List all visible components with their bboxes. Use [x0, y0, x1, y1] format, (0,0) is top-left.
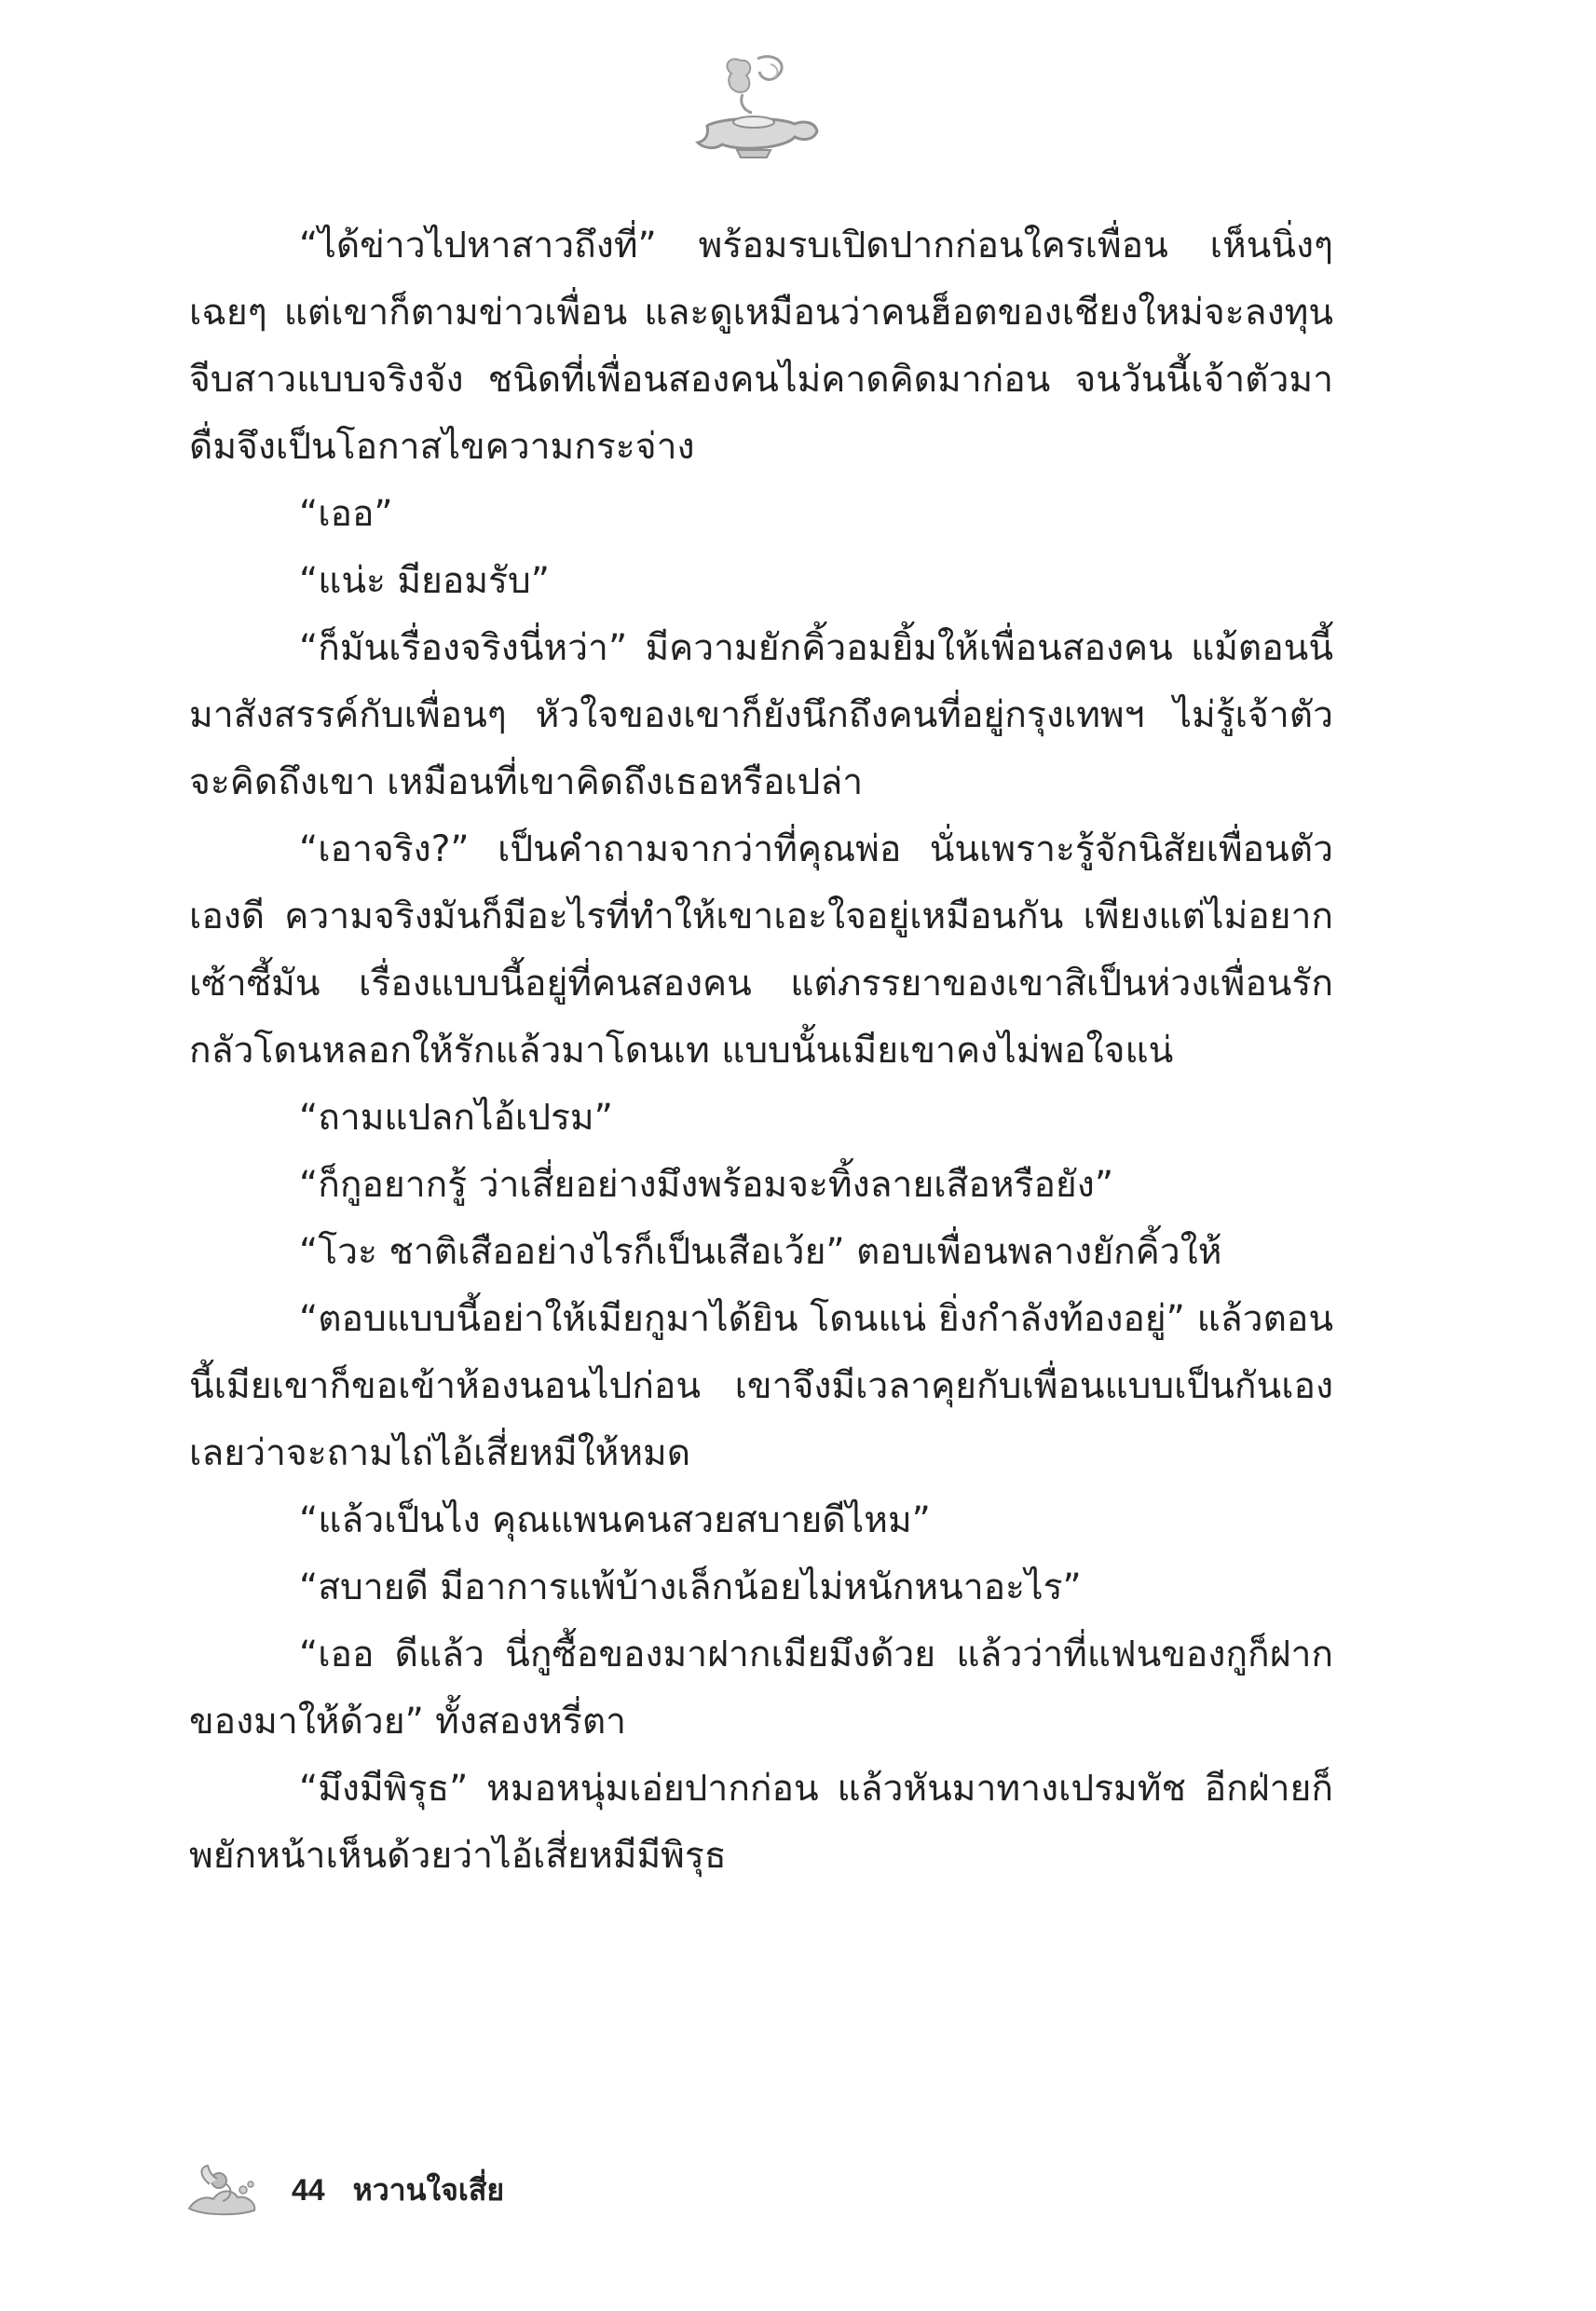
paragraph: “ก็กูอยากรู้ ว่าเสี่ยอย่างมึงพร้อมจะทิ้งลายเสือหรือยัง” — [299, 1164, 1114, 1206]
page-footer — [182, 2157, 504, 2222]
book-title: หวานใจเสี่ย — [352, 2171, 505, 2208]
cupid-ornament-icon — [182, 2162, 266, 2218]
paragraph: “แล้วเป็นไง คุณแพนคนสวยสบายดีไหม” — [299, 1499, 931, 1541]
paragraph: “ถามแปลกไอ้เปรม” — [299, 1097, 613, 1139]
paragraph: “เอาจริง?” เป็นคำถามจากว่าที่คุณพ่อ นั่นเพราะรู้จักนิสัยเพื่อนตัวเองดี ความจริงมันก็มีอะไรที่ทำให้เขาเอะใจอยู่เหมือนกัน เพียงแต่ไม่อยากเซ้าซี้มัน เรื่องแบบนี้อยู่ที่คนสองคน แต่ภรรยาของเขาสิเป็นห่วงเพื่อนรัก กลัวโดนหลอกให้รักแล้วมาโดนเท แบบนั้นเมียเขาคงไม่พอใจแน่ — [189, 828, 1333, 1072]
paragraph: “แน่ะ มียอมรับ” — [299, 560, 550, 602]
paragraph: “สบายดี มีอาการแพ้บ้างเล็กน้อยไม่หนักหนาอะไร” — [299, 1566, 1082, 1608]
page-number: 44 — [292, 2172, 325, 2207]
paragraph: “เออ” — [299, 493, 393, 535]
chapter-body — [189, 212, 1333, 1890]
paragraph: “มึงมีพิรุธ” หมอหนุ่มเอ่ยปากก่อน แล้วหันมาทางเปรมทัช อีกฝ่ายก็พยักหน้าเห็นด้วยว่าไอ้เสี่ยหมีมีพิรุธ — [189, 1768, 1333, 1877]
paragraph: “ตอบแบบนี้อย่าให้เมียกูมาได้ยิน โดนแน่ ยิ่งกำลังท้องอยู่” แล้วตอนนี้เมียเขาก็ขอเข้าห้องนอนไปก่อน เขาจึงมีเวลาคุยกับเพื่อนแบบเป็นกันเอง เลยว่าจะถามไถ่ไอ้เสี่ยหมีให้หมด — [189, 1298, 1333, 1474]
paragraph: “ได้ข่าวไปหาสาวถึงที่” พร้อมรบเปิดปากก่อนใครเพื่อน เห็นนิ่งๆ เฉยๆ แต่เขาก็ตามข่าวเพื่อน และดูเหมือนว่าคนฮ็อตของเชียงใหม่จะลงทุนจีบสาวแบบจริงจัง ชนิดที่เพื่อนสองคนไม่คาดคิดมาก่อน จนวันนี้เจ้าตัวมาดื่มจึงเป็นโอกาสไขความกระจ่าง — [189, 225, 1333, 468]
paragraph: “ก็มันเรื่องจริงนี่หว่า” มีความยักคิ้วอมยิ้มให้เพื่อนสองคน แม้ตอนนี้มาสังสรรค์กับเพื่อนๆ หัวใจของเขาก็ยังนึกถึงคนที่อยู่กรุงเทพฯ ไม่รู้เจ้าตัวจะคิดถึงเขา เหมือนที่เขาคิดถึงเธอหรือเปล่า — [189, 627, 1333, 803]
paragraph: “เออ ดีแล้ว นี่กูซื้อของมาฝากเมียมึงด้วย แล้วว่าที่แฟนของกูก็ฝากของมาให้ด้วย” ทั้งสองหรี่ตา — [189, 1634, 1333, 1743]
genie-lamp-icon — [685, 51, 825, 163]
paragraph: “โวะ ชาติเสืออย่างไรก็เป็นเสือเว้ย” ตอบเพื่อนพลางยักคิ้วให้ — [299, 1231, 1222, 1273]
